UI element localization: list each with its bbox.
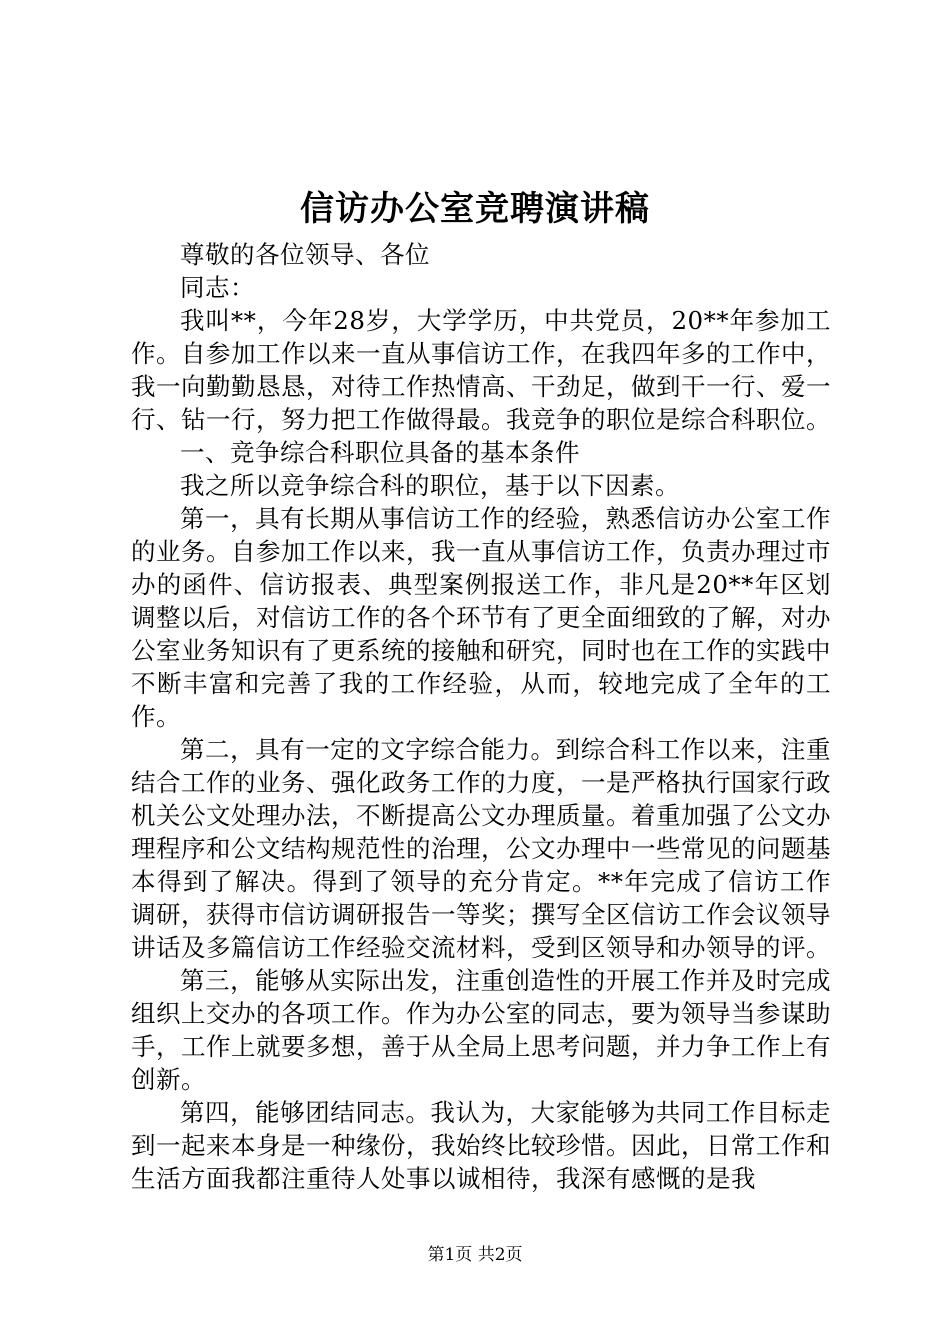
section-heading: 一、竞争综合科职位具备的基本条件 xyxy=(180,438,580,467)
paragraph-first: 第一，具有长期从事信访工作的经验，熟悉信访办公室工作的业务。自参加工作以来，我一直从事信访工作，负责办理过市办的函件、信访报表、典型案例报送工作，非凡是20**年区划调整以后，对信访工作的各个环节有了更全面细致的了解，对办公室业务知识有了更系统的接触和研究，同时也在工作的实践中不断丰富和完善了我的工作经验，从而，较地完成了全年的工作。 xyxy=(131,504,831,731)
document-title: 信访办公室竞聘演讲稿 xyxy=(300,189,650,229)
document-body xyxy=(131,238,831,1195)
paragraph-second: 第二，具有一定的文字综合能力。到综合科工作以来，注重结合工作的业务、强化政务工作的力度，一是严格执行国家行政机关公文处理办法，不断提高公文办理质量。着重加强了公文办理程序和公文结构规范性的治理，公文办理中一些常见的问题基本得到了解决。得到了领导的充分肯定。**年完成了信访工作调研，获得市信访调研报告一等奖；撰写全区信访工作会议领导讲话及多篇信访工作经验交流材料，受到区领导和办领导的评。 xyxy=(131,735,831,962)
paragraph-reason: 我之所以竞争综合科的职位，基于以下因素。 xyxy=(180,471,680,500)
paragraph-third: 第三，能够从实际出发，注重创造性的开展工作并及时完成组织上交办的各项工作。作为办公室的同志，要为领导当参谋助手，工作上就要多想，善于从全局上思考问题，并力争工作上有创新。 xyxy=(131,966,831,1094)
greeting-line-2: 同志： xyxy=(180,273,255,302)
page-number-footer: 第1页 共2页 xyxy=(427,1245,523,1265)
greeting-line-1: 尊敬的各位领导、各位 xyxy=(180,240,430,269)
paragraph-intro: 我叫**，今年28岁，大学学历，中共党员，20**年参加工作。自参加工作以来一直从事信访工作，在我四年多的工作中，我一向勤勤恳恳，对待工作热情高、干劲足，做到干一行、爱一行、钻一行，努力把工作做得最。我竞争的职位是综合科职位。 xyxy=(131,306,831,434)
paragraph-fourth: 第四，能够团结同志。我认为，大家能够为共同工作目标走到一起来本身是一种缘份，我始终比较珍惜。因此，日常工作和生活方面我都注重待人处事以诚相待，我深有感慨的是我 xyxy=(131,1098,831,1193)
